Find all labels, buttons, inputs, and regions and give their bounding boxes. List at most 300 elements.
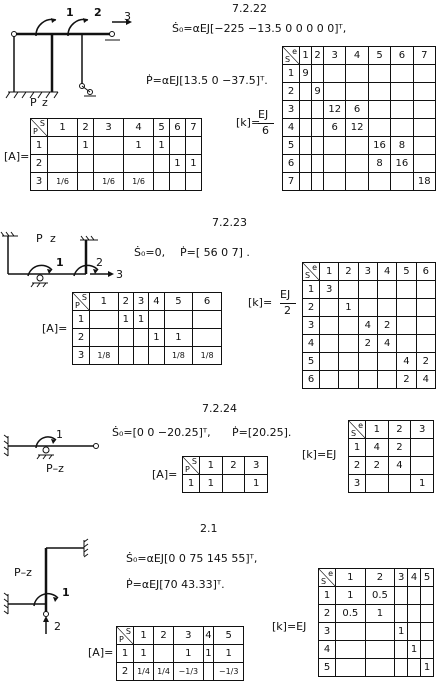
matrix-cell: 2 [358,335,377,353]
matrix-cell [336,623,366,641]
diagram-label: 1 [56,428,63,441]
matrix-cell [411,457,434,475]
matrix-column-header: 5 [368,47,390,65]
k-matrix [302,262,436,389]
matrix-column-header: 1 [320,263,339,281]
matrix-row [283,101,436,119]
matrix-cell [336,641,366,659]
matrix-cell [193,311,222,329]
corner-label-top: S [39,119,45,128]
matrix-cell [397,299,416,317]
matrix-header-row [319,569,434,587]
diagram-label: P [30,96,37,109]
matrix-cell [149,347,164,365]
matrix-cell [300,137,312,155]
matrix-cell [365,641,395,659]
matrix-cell [358,299,377,317]
matrix-row [349,475,434,493]
matrix-cell [368,65,390,83]
matrix-cell [391,119,413,137]
matrix-cell [320,353,339,371]
matrix-cell [222,475,245,493]
matrix-cell [324,155,346,173]
matrix-cell: 1 [339,299,358,317]
matrix-cell [421,623,434,641]
matrix-column-header: 4 [408,569,421,587]
matrix-column-header: 3 [245,457,268,475]
matrix-cell [391,65,413,83]
matrix-cell [170,137,186,155]
s0-vector: Ṡ₀=0, [134,246,166,259]
matrix-cell [154,155,170,173]
diagram-label: z [50,232,56,245]
matrix-row-header: 1 [283,65,300,83]
matrix-cell [78,173,94,191]
matrix-cell: 2 [397,371,416,389]
matrix-cell: 1 [395,623,408,641]
matrix-cell [320,335,339,353]
matrix-column-header: 2 [339,263,358,281]
matrix-column-header: 2 [312,47,324,65]
diagram-label: 1 [66,6,74,19]
matrix-column-header: 2 [222,457,245,475]
a-matrix-label: [A]= [42,322,68,335]
p-vector: Ṗ=αEJ[13.5 0 −37.5]ᵀ. [146,74,268,87]
a-matrix [30,118,202,191]
matrix-column-header: 5 [164,293,193,311]
matrix-row-header: 2 [31,155,48,173]
a-matrix-label: [A]= [152,468,178,481]
matrix-row-header: 1 [349,439,366,457]
matrix-cell [421,587,434,605]
matrix-cell: 1 [408,641,421,659]
section-title-7-2-24: 7.2.24 [202,402,237,415]
matrix-cell [78,155,94,173]
matrix-cell [397,335,416,353]
matrix-cell [395,641,408,659]
matrix-cell: 2 [416,353,435,371]
matrix-row-header: 1 [117,645,134,663]
diagram-label: 2 [94,6,102,19]
matrix-column-header: 7 [413,47,435,65]
matrix-cell [48,137,78,155]
matrix-cell: 2 [388,439,411,457]
matrix-cell [391,173,413,191]
matrix-cell: 1 [185,155,201,173]
matrix-row-header: 2 [319,605,336,623]
matrix-header-row [283,47,436,65]
matrix-cell [93,137,123,155]
matrix-row [283,65,436,83]
p-vector: Ṗ=[20.25]. [232,426,292,439]
k-factor-denominator: 2 [284,304,291,317]
matrix-cell: 9 [312,83,324,101]
matrix-column-header: 6 [170,119,186,137]
matrix-cell [391,101,413,119]
matrix-cell [48,155,78,173]
corner-label-top: S [191,457,197,466]
matrix-header-row [183,457,268,475]
corner-label-bottom: P [33,127,38,136]
matrix-cell [358,371,377,389]
matrix-column-header: 4 [203,627,214,645]
matrix-cell [300,173,312,191]
corner-label-bottom: P [185,465,190,474]
matrix-header-row [31,119,202,137]
matrix-column-header: 3 [324,47,346,65]
corner-label-bottom: S [285,55,291,64]
matrix-cell [368,173,390,191]
matrix-corner-header [31,119,48,137]
a-matrix [116,626,244,681]
matrix-cell [93,155,123,173]
matrix-row-header: 1 [183,475,200,493]
matrix-row [303,281,436,299]
matrix-cell [170,173,186,191]
matrix-cell: 1 [118,311,133,329]
matrix-cell: 1 [214,645,244,663]
matrix-cell [300,155,312,173]
matrix-cell: 4 [416,371,435,389]
matrix-cell: 16 [368,137,390,155]
matrix-cell [408,605,421,623]
matrix-cell [413,65,435,83]
matrix-row-header: 3 [31,173,48,191]
matrix-cell: 1/8 [193,347,222,365]
corner-label-top: S [125,627,131,636]
matrix-corner-header [349,421,366,439]
k-matrix-label: [k]=EJ [302,448,337,461]
matrix-column-header: 3 [93,119,123,137]
matrix-cell: 4 [397,353,416,371]
diagram-label: P–z [14,566,32,579]
matrix-column-header: 1 [336,569,366,587]
section-title-7-2-22: 7.2.22 [232,2,267,15]
matrix-cell [320,317,339,335]
matrix-row [303,299,436,317]
matrix-row [303,353,436,371]
matrix-cell: 8 [368,155,390,173]
matrix-cell [395,605,408,623]
matrix-column-header: 4 [149,293,164,311]
diagram-label: 1 [56,256,64,269]
matrix-cell [346,137,368,155]
diagram-label: 3 [116,268,123,281]
matrix-column-header: 1 [134,627,154,645]
k-matrix-label: [k]= [248,296,273,309]
matrix-cell: 1 [411,475,434,493]
matrix-header-row [303,263,436,281]
matrix-cell: 18 [413,173,435,191]
matrix-corner-header [73,293,90,311]
matrix-row-header: 1 [73,311,90,329]
matrix-row-header: 3 [349,475,366,493]
matrix-cell [413,137,435,155]
matrix-cell [366,475,389,493]
matrix-row-header: 4 [303,335,320,353]
matrix-column-header: 2 [154,627,174,645]
matrix-corner-header [319,569,336,587]
corner-label-top: e [312,263,317,272]
matrix-row [319,587,434,605]
matrix-cell [312,155,324,173]
matrix-cell: 1/8 [164,347,193,365]
corner-label-bottom: P [119,635,124,644]
matrix-cell: 4 [377,335,396,353]
matrix-cell [416,299,435,317]
matrix-row-header: 4 [283,119,300,137]
matrix-cell: 1/6 [124,173,154,191]
matrix-cell: 1/8 [90,347,119,365]
matrix-cell [324,83,346,101]
matrix-cell [164,311,193,329]
matrix-cell [365,659,395,677]
matrix-cell: 1/6 [48,173,78,191]
matrix-row-header: 2 [117,663,134,681]
corner-label-bottom: S [351,429,357,438]
matrix-column-header: 1 [90,293,119,311]
matrix-cell [377,353,396,371]
matrix-row-header: 2 [73,329,90,347]
matrix-cell [413,155,435,173]
matrix-column-header: 4 [346,47,368,65]
matrix-cell [203,663,214,681]
matrix-cell [413,119,435,137]
matrix-cell [416,317,435,335]
matrix-row [283,173,436,191]
matrix-cell [320,299,339,317]
matrix-row [117,645,244,663]
matrix-cell [300,119,312,137]
matrix-row-header: 5 [303,353,320,371]
diagram-label: P [36,232,43,245]
matrix-cell: 1 [78,137,94,155]
matrix-cell [312,65,324,83]
matrix-cell [124,155,154,173]
matrix-row [349,439,434,457]
matrix-cell [339,281,358,299]
matrix-cell: 1/4 [134,663,154,681]
matrix-cell [90,311,119,329]
matrix-cell [413,101,435,119]
matrix-row-header: 1 [319,587,336,605]
matrix-cell: 4 [366,439,389,457]
p-vector: Ṗ=[ 56 0 7] . [180,246,250,259]
matrix-cell [90,329,119,347]
matrix-cell [185,173,201,191]
matrix-row [31,173,202,191]
corner-label-bottom: S [305,271,311,280]
diagram-label: 1 [62,586,70,599]
matrix-row [319,641,434,659]
matrix-cell [339,353,358,371]
matrix-cell: 8 [391,137,413,155]
k-factor-denominator: 6 [262,124,269,137]
matrix-row [73,347,222,365]
matrix-cell [411,439,434,457]
matrix-row [303,335,436,353]
matrix-column-header: 1 [300,47,312,65]
matrix-cell [413,83,435,101]
s0-vector: Ṡ₀=αEJ[0 0 75 145 55]ᵀ, [126,552,258,565]
matrix-cell [408,587,421,605]
matrix-cell: 1 [124,137,154,155]
matrix-column-header: 2 [365,569,395,587]
matrix-cell: 1 [245,475,268,493]
matrix-cell: 1 [164,329,193,347]
matrix-row-header: 7 [283,173,300,191]
matrix-cell [388,475,411,493]
matrix-row-header: 5 [283,137,300,155]
matrix-column-header: 6 [416,263,435,281]
matrix-cell [154,173,170,191]
matrix-cell [377,299,396,317]
matrix-cell [324,173,346,191]
matrix-cell [346,155,368,173]
a-matrix [72,292,222,365]
matrix-cell [118,329,133,347]
matrix-row-header: 2 [349,457,366,475]
matrix-cell: −1/3 [174,663,204,681]
matrix-cell [421,605,434,623]
matrix-row [319,605,434,623]
matrix-cell [416,281,435,299]
matrix-cell: 0.5 [336,605,366,623]
matrix-row [283,119,436,137]
matrix-cell: 9 [300,65,312,83]
matrix-row [183,475,268,493]
matrix-cell: 6 [346,101,368,119]
matrix-cell: 2 [377,317,396,335]
matrix-row-header: 1 [303,281,320,299]
matrix-cell: 16 [391,155,413,173]
matrix-header-row [349,421,434,439]
matrix-cell: 1/4 [154,663,174,681]
matrix-cell [408,623,421,641]
matrix-column-header: 5 [397,263,416,281]
matrix-column-header: 1 [200,457,223,475]
matrix-row [73,329,222,347]
section-title-7-2-23: 7.2.23 [212,216,247,229]
matrix-header-row [117,627,244,645]
matrix-cell: 1 [154,137,170,155]
matrix-cell [377,281,396,299]
corner-label-top: S [81,293,87,302]
matrix-cell [300,101,312,119]
corner-label-bottom: S [321,577,327,586]
matrix-column-header: 5 [421,569,434,587]
matrix-cell [346,83,368,101]
matrix-cell [368,119,390,137]
matrix-row-header: 1 [31,137,48,155]
matrix-column-header: 4 [377,263,396,281]
matrix-row-header: 3 [303,317,320,335]
matrix-row-header: 2 [283,83,300,101]
diagram-label: 2 [96,256,103,269]
k-factor-numerator: EJ [258,108,269,121]
matrix-cell [346,173,368,191]
matrix-row [117,663,244,681]
corner-label-top: e [328,569,333,578]
k-matrix [282,46,436,191]
corner-label-bottom: P [75,301,80,310]
matrix-cell [368,83,390,101]
matrix-row-header: 5 [319,659,336,677]
diagram-label: 3 [124,10,131,23]
matrix-column-header: 3 [133,293,148,311]
matrix-cell [154,645,174,663]
matrix-cell [365,623,395,641]
matrix-cell [391,83,413,101]
matrix-cell: 0.5 [365,587,395,605]
matrix-row-header: 3 [73,347,90,365]
matrix-cell [339,371,358,389]
matrix-column-header: 5 [154,119,170,137]
k-matrix [348,420,434,493]
s0-vector: Ṡ₀=αEJ[−225 −13.5 0 0 0 0 0]ᵀ, [172,22,347,35]
matrix-cell: 1 [365,605,395,623]
matrix-cell: 1 [170,155,186,173]
matrix-cell: 6 [324,119,346,137]
matrix-column-header: 1 [48,119,78,137]
matrix-cell [320,371,339,389]
a-matrix [182,456,268,493]
matrix-cell: 12 [346,119,368,137]
matrix-row-header: 6 [283,155,300,173]
matrix-column-header: 5 [214,627,244,645]
matrix-column-header: 2 [388,421,411,439]
matrix-cell: 1/6 [93,173,123,191]
k-factor-numerator: EJ [280,288,291,301]
matrix-cell: −1/3 [214,663,244,681]
corner-label-top: e [292,47,297,56]
matrix-cell: 1 [149,329,164,347]
matrix-header-row [73,293,222,311]
matrix-cell: 4 [388,457,411,475]
matrix-cell: 2 [366,457,389,475]
matrix-cell [133,347,148,365]
matrix-cell [397,317,416,335]
matrix-cell [118,347,133,365]
matrix-column-header: 7 [185,119,201,137]
matrix-row [303,317,436,335]
matrix-row [319,659,434,677]
matrix-column-header: 3 [395,569,408,587]
matrix-cell [395,587,408,605]
matrix-corner-header [117,627,134,645]
matrix-column-header: 6 [391,47,413,65]
diagram-label: P–z [46,462,64,475]
matrix-cell [358,353,377,371]
s0-vector: Ṡ₀=[0 0 −20.25]ᵀ, [112,426,211,439]
matrix-cell: 12 [324,101,346,119]
a-matrix-label: [A]= [4,150,30,163]
matrix-cell: 1 [421,659,434,677]
matrix-cell: 4 [358,317,377,335]
matrix-corner-header [183,457,200,475]
matrix-cell [408,659,421,677]
diagram-label: 2 [54,620,61,633]
matrix-row [349,457,434,475]
matrix-cell [346,65,368,83]
matrix-row [283,137,436,155]
a-matrix-label: [A]= [88,646,114,659]
matrix-row [73,311,222,329]
matrix-row-header: 4 [319,641,336,659]
k-matrix-label: [k]=EJ [272,620,307,633]
matrix-cell [149,311,164,329]
matrix-cell [397,281,416,299]
